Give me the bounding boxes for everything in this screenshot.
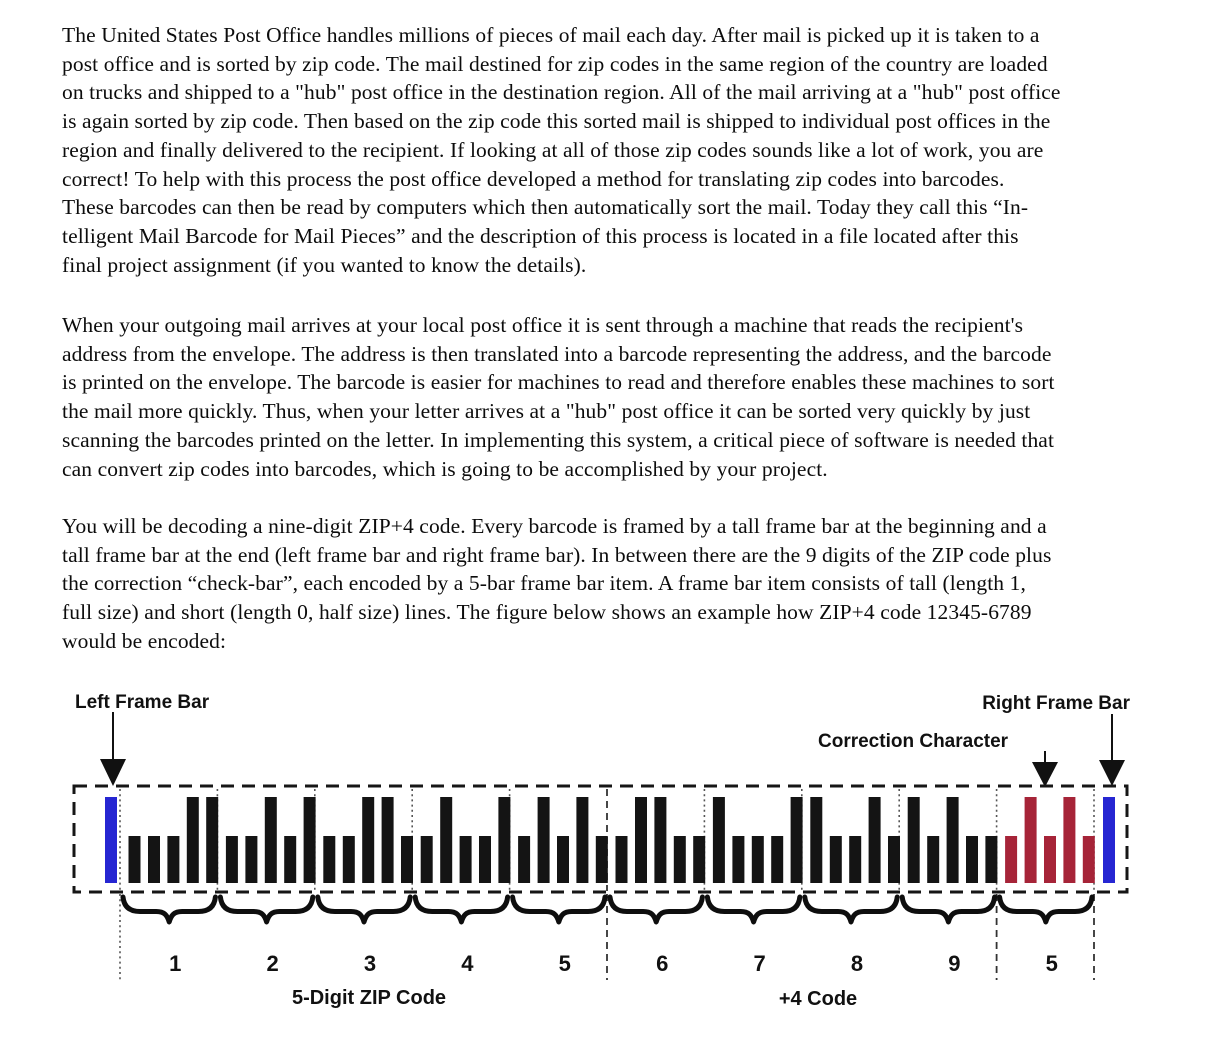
paragraph-line: These barcodes can then be read by computers which then automatically sort the mail. Today they call this “In- bbox=[62, 195, 1029, 220]
barcode-bar bbox=[362, 797, 374, 883]
underbrace-icon bbox=[1000, 897, 1092, 922]
paragraph-line: the mail more quickly. Thus, when your letter arrives at a "hub" post office it can be sorted very quickly by just bbox=[62, 399, 1031, 424]
barcode-bar bbox=[284, 836, 296, 883]
barcode-bar bbox=[382, 797, 394, 883]
digit-label: 5 bbox=[1045, 951, 1058, 976]
barcode-bars bbox=[105, 797, 1115, 883]
right-frame-bar bbox=[1103, 797, 1115, 883]
paragraph-line: post office and is sorted by zip code. The mail destined for zip codes in the same region of the country are loaded bbox=[62, 51, 1048, 76]
barcode-bar bbox=[1005, 836, 1017, 883]
digit-label: 6 bbox=[656, 951, 669, 976]
barcode-bar bbox=[985, 836, 997, 883]
digit-label: 5 bbox=[558, 951, 571, 976]
barcode-bar bbox=[1083, 836, 1095, 883]
left-frame-bar-label: Left Frame Bar bbox=[75, 692, 210, 713]
barcode-bar bbox=[538, 797, 550, 883]
paragraph-line: can convert zip codes into barcodes, which is going to be accomplished by your project. bbox=[62, 456, 828, 481]
underbrace-icon bbox=[902, 897, 994, 922]
digit-label: 7 bbox=[753, 951, 766, 976]
underbrace-icon bbox=[610, 897, 702, 922]
paragraph-line: telligent Mail Barcode for Mail Pieces” and the description of this process is located in a file located after this bbox=[62, 223, 1019, 248]
left-frame-bar-down-arrow-icon bbox=[100, 712, 126, 786]
barcode-bar bbox=[421, 836, 433, 883]
paragraph-line: would be encoded: bbox=[62, 628, 227, 653]
barcode-bar bbox=[888, 836, 900, 883]
paragraph-line: The United States Post Office handles millions of pieces of mail each day. After mail is picked up it is taken to a bbox=[62, 23, 1040, 47]
barcode-bar bbox=[1063, 797, 1075, 883]
barcode-bar bbox=[693, 836, 705, 883]
barcode-bar bbox=[654, 797, 666, 883]
barcode-bar bbox=[304, 797, 316, 883]
barcode-bar bbox=[518, 836, 530, 883]
digit-label: 1 bbox=[169, 951, 182, 976]
barcode-bar bbox=[129, 836, 141, 883]
barcode-bar bbox=[635, 797, 647, 883]
barcode-bar bbox=[1025, 797, 1037, 883]
right-frame-bar-down-arrow-icon bbox=[1099, 714, 1125, 786]
barcode-bar bbox=[498, 797, 510, 883]
plus4-section-label: +4 Code bbox=[778, 988, 858, 1010]
barcode-bar bbox=[343, 836, 355, 883]
zip-section-label: 5-Digit ZIP Code bbox=[291, 987, 447, 1009]
correction-character-down-arrow-icon bbox=[1032, 751, 1058, 787]
barcode-bar bbox=[1044, 836, 1056, 883]
paragraph-line: When your outgoing mail arrives at your local post office it is sent through a machine that reads the recipient's bbox=[62, 313, 1024, 337]
barcode-figure bbox=[60, 680, 1170, 1015]
paragraph-line: is printed on the envelope. The barcode is easier for machines to read and therefore enables these machines to sort bbox=[62, 370, 1055, 395]
barcode-bar bbox=[148, 836, 160, 883]
barcode-bar bbox=[479, 836, 491, 883]
barcode-bar bbox=[810, 797, 822, 883]
paragraph-line: scanning the barcodes printed on the letter. In implementing this system, a critical piece of software is needed that bbox=[62, 427, 1055, 452]
barcode-bar bbox=[927, 836, 939, 883]
barcode-bar bbox=[849, 836, 861, 883]
barcode-bar bbox=[167, 836, 179, 883]
paragraph-3 bbox=[62, 512, 1051, 656]
digit-label: 2 bbox=[266, 951, 279, 976]
barcode-bar bbox=[616, 836, 628, 883]
barcode-bar bbox=[908, 797, 920, 883]
paragraph-line: final project assignment (if you wanted to know the details). bbox=[62, 252, 587, 277]
correction-character-label: Correction Character bbox=[818, 731, 1009, 752]
barcode-bar bbox=[323, 836, 335, 883]
underbrace-icon bbox=[707, 897, 799, 922]
digit-label: 9 bbox=[948, 951, 961, 976]
barcode-bar bbox=[771, 836, 783, 883]
underbrace-icon bbox=[513, 897, 605, 922]
barcode-bar bbox=[206, 797, 218, 883]
paragraph-line: address from the envelope. The address is then translated into a barcode representing the address, and the barcode bbox=[62, 341, 1052, 366]
barcode-bar bbox=[226, 836, 238, 883]
paragraph-line: You will be decoding a nine-digit ZIP+4 code. Every barcode is framed by a tall frame bar at the beginning and a bbox=[62, 514, 1047, 538]
underbrace-icon bbox=[123, 897, 215, 922]
barcode-bar bbox=[576, 797, 588, 883]
barcode-bar bbox=[265, 797, 277, 883]
paragraph-line: on trucks and shipped to a "hub" post office in the destination region. All of the mail arriving at a "hub" post office bbox=[62, 80, 1061, 105]
underbrace-icon bbox=[220, 897, 312, 922]
left-frame-bar bbox=[105, 797, 117, 883]
underbrace-icon bbox=[415, 897, 507, 922]
barcode-bar bbox=[187, 797, 199, 883]
paragraph-line: full size) and short (length 0, half size) lines. The figure below shows an example how ZIP+4 code 12345-6789 bbox=[62, 600, 1032, 625]
digit-label: 3 bbox=[363, 951, 377, 976]
barcode-bar bbox=[713, 797, 725, 883]
paragraph-line: is again sorted by zip code. Then based on the zip code this sorted mail is shipped to individual post offices in the bbox=[62, 109, 1051, 134]
barcode-bar bbox=[947, 797, 959, 883]
barcode-bar bbox=[674, 836, 686, 883]
barcode-bar bbox=[596, 836, 608, 883]
barcode-bar bbox=[440, 797, 452, 883]
barcode-bar bbox=[245, 836, 257, 883]
barcode-bar bbox=[869, 797, 881, 883]
barcode-bar bbox=[460, 836, 472, 883]
barcode-bar bbox=[791, 797, 803, 883]
paragraph-2 bbox=[62, 311, 1055, 483]
digit-label: 8 bbox=[850, 951, 864, 976]
barcode-bar bbox=[752, 836, 764, 883]
paragraph-line: the correction “check-bar”, each encoded by a 5-bar frame bar item. A frame bar item consists of tall (length 1, bbox=[62, 571, 1026, 596]
barcode-bar bbox=[557, 836, 569, 883]
underbrace-icon bbox=[805, 897, 897, 922]
digit-labels bbox=[169, 951, 1058, 976]
paragraph-1 bbox=[62, 21, 1061, 279]
barcode-bar bbox=[966, 836, 978, 883]
right-frame-bar-label: Right Frame Bar bbox=[982, 693, 1130, 714]
paragraph-line: correct! To help with this process the post office developed a method for translating zip codes into barcodes. bbox=[62, 166, 1005, 191]
barcode-bar bbox=[401, 836, 413, 883]
barcode-bar bbox=[732, 836, 744, 883]
digit-label: 4 bbox=[461, 951, 474, 976]
paragraph-line: tall frame bar at the end (left frame bar and right frame bar). In between there are the 9 digits of the ZIP code plus bbox=[62, 542, 1052, 567]
underbrace-icon bbox=[318, 897, 410, 922]
paragraph-line: region and finally delivered to the recipient. If looking at all of those zip codes sounds like a lot of work, you are bbox=[62, 137, 1044, 162]
barcode-bar bbox=[830, 836, 842, 883]
